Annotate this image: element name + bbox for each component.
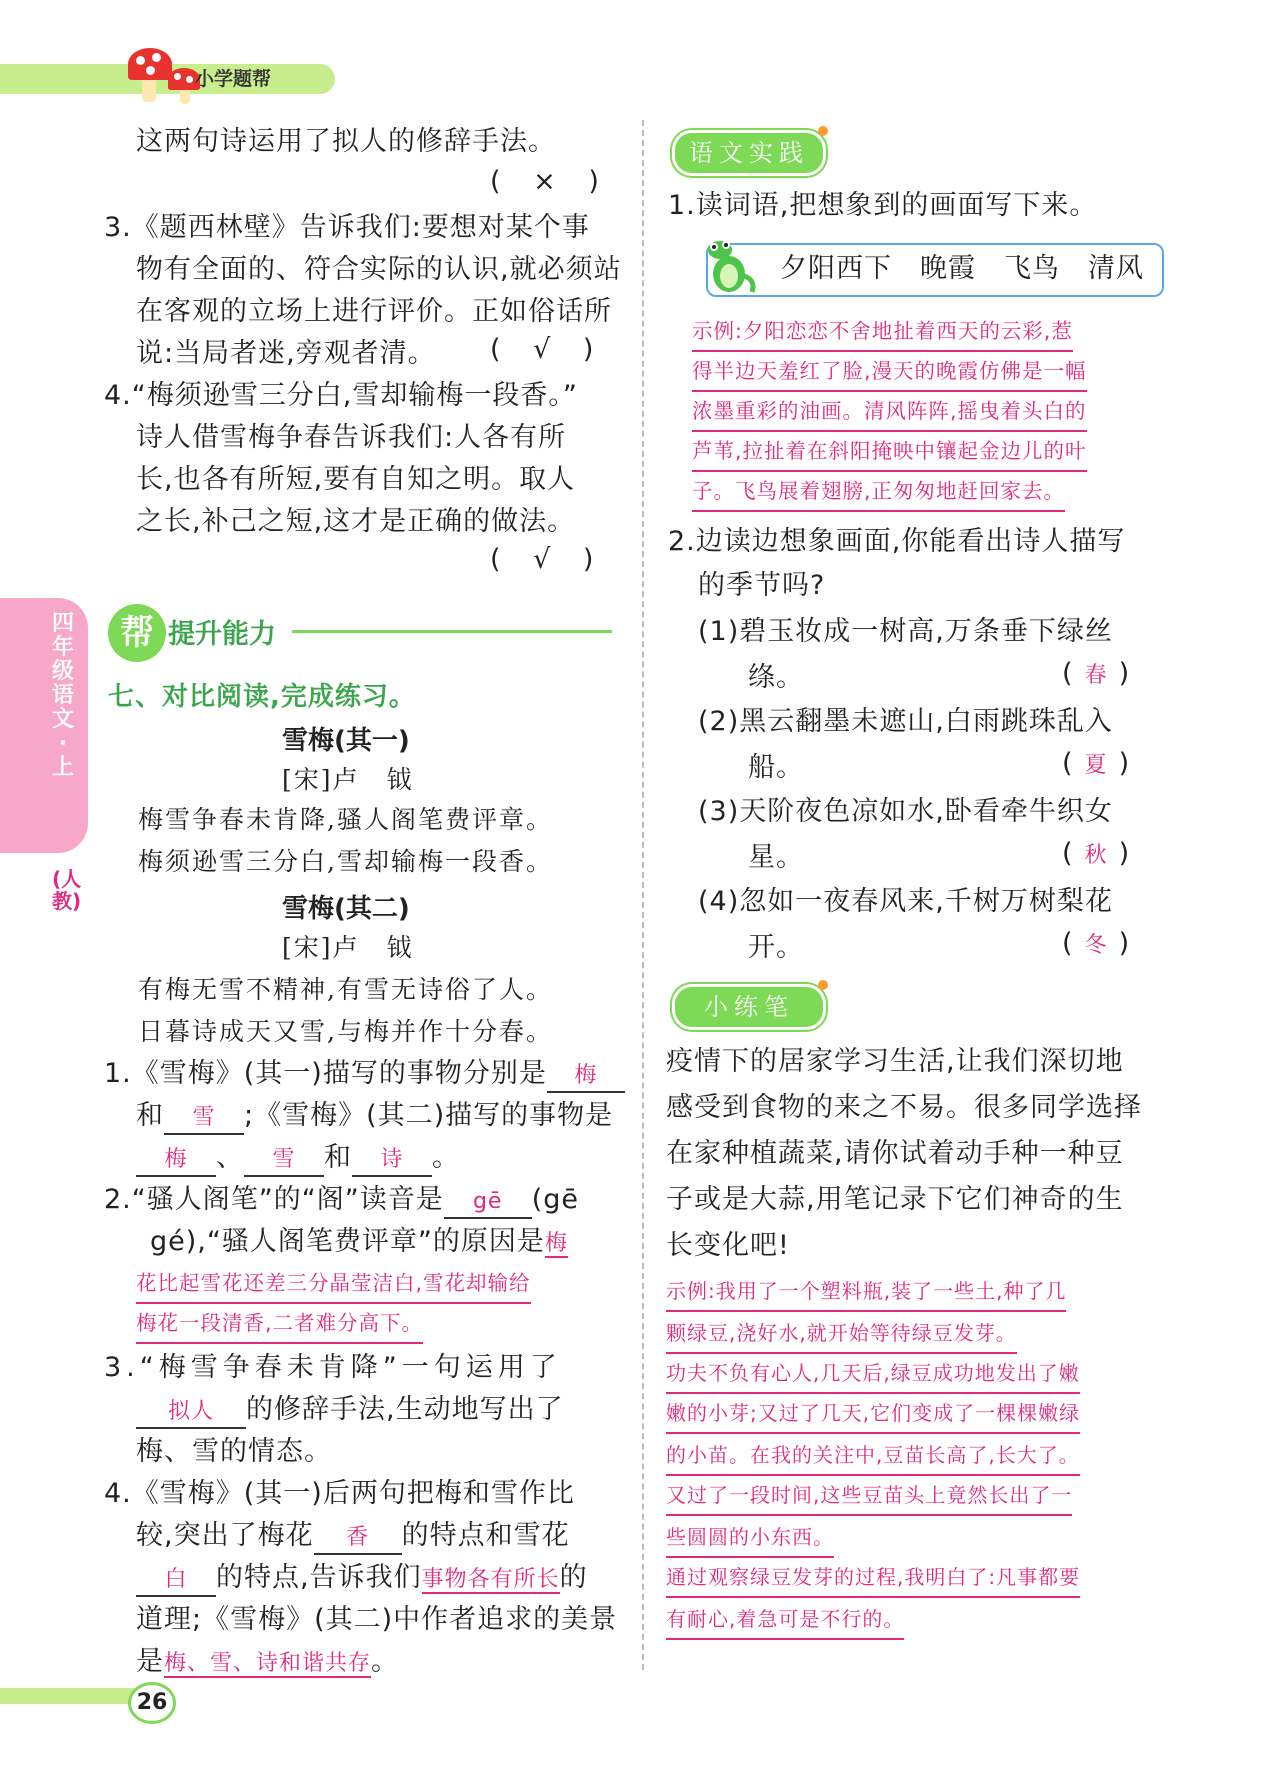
poem2-title: 雪梅(其二): [282, 894, 410, 924]
p3-line: 梅、雪的情态。: [136, 1436, 332, 1467]
season-answer: (春): [1062, 658, 1142, 689]
answer-blank[interactable]: 梅: [547, 1061, 625, 1093]
p4-line: 4.《雪梅》(其一)后两句把梅和雪作比: [104, 1478, 575, 1509]
answer-text: 梅、雪、诗和谐共存: [164, 1651, 372, 1676]
q3-line: 3.《题西林壁》告诉我们:要想对某个事: [104, 212, 590, 243]
answer-blank[interactable]: 诗: [352, 1145, 432, 1177]
poem1-author: [宋]卢 钺: [282, 765, 414, 794]
q3-line: 说:当局者迷,旁观者清。: [136, 338, 436, 369]
r-q2: 的季节吗?: [698, 570, 826, 601]
answer-line: 花比起雪花还差三分晶莹洁白,雪花却输给: [136, 1264, 531, 1304]
bang-icon: 帮: [108, 604, 166, 662]
answer-text: 梅: [544, 1231, 568, 1256]
page-number: 26: [128, 1682, 176, 1724]
prompt-line: 子或是大蒜,用笔记录下它们神奇的生: [666, 1184, 1124, 1215]
answer-blank[interactable]: 雪: [244, 1145, 324, 1177]
season-answer: (冬): [1062, 928, 1142, 959]
answer-line: 颗绿豆,浇好水,就开始等待绿豆发芽。: [666, 1314, 1017, 1354]
answer-blank[interactable]: 拟人: [136, 1397, 246, 1429]
answer-mark: ( √ ): [490, 334, 606, 365]
q3-line: 在客观的立场上进行评价。正如俗话所: [136, 296, 612, 327]
answer-line: 有耐心,着急可是不行的。: [666, 1600, 904, 1640]
p4-line: 白 的特点,告诉我们事物各有所长的: [136, 1558, 588, 1600]
season-line: 船。: [748, 752, 804, 783]
section-rule: [292, 630, 612, 633]
p3-line: 拟人 的修辞手法,生动地写出了: [136, 1390, 564, 1430]
season-line: (4)忽如一夜春风来,千树万树梨花: [698, 886, 1113, 917]
exercise-heading: 七、对比阅读,完成练习。: [108, 682, 416, 712]
section-title: 提升能力: [168, 619, 276, 650]
answer-line: 的小苗。在我的关注中,豆苗长高了,长大了。: [666, 1436, 1080, 1476]
answer-line: 示例:夕阳恋恋不舍地扯着西天的云彩,惹: [692, 312, 1073, 352]
answer-text: 事物各有所长: [421, 1567, 560, 1592]
side-tab-grade: 四年级语文·上: [51, 611, 74, 780]
answer-blank[interactable]: 香: [314, 1523, 402, 1555]
column-divider: [642, 120, 644, 1670]
season-line: (3)天阶夜色凉如水,卧看牵牛织女: [698, 796, 1113, 827]
p1-line: 1.《雪梅》(其一)描写的事物分别是 梅: [104, 1054, 625, 1094]
answer-line: 芦苇,拉扯着在斜阳掩映中镶起金边儿的叶: [692, 432, 1087, 472]
writing-tag: 小练笔: [672, 984, 826, 1030]
answer-line: 梅花一段清香,二者难分高下。: [136, 1304, 423, 1344]
r-q2: 2.边读边想象画面,你能看出诗人描写: [668, 526, 1126, 557]
answer-line: 浓墨重彩的油画。清风阵阵,摇曳着头白的: [692, 392, 1087, 432]
answer-blank[interactable]: 雪: [164, 1103, 244, 1135]
prompt-line: 疫情下的居家学习生活,让我们深切地: [666, 1046, 1124, 1077]
p2-line: 2.“骚人阁笔”的“阁”读音是 gē (gē: [104, 1180, 579, 1220]
season-line: (1)碧玉妆成一树高,万条垂下绿丝: [698, 616, 1113, 647]
answer-line: 示例:我用了一个塑料瓶,装了一些土,种了几: [666, 1272, 1066, 1312]
tag-dot-icon: [818, 980, 828, 990]
q4-line: 长,也各有所短,要有自知之明。取人: [136, 464, 576, 495]
poem2-author: [宋]卢 钺: [282, 933, 414, 962]
p2-line: gé),“骚人阁笔费评章”的原因是梅: [150, 1226, 568, 1257]
prompt-line: 感受到食物的来之不易。很多同学选择: [666, 1092, 1142, 1123]
answer-mark: ( × ): [490, 166, 611, 197]
p4-line: 是梅、雪、诗和谐共存。: [136, 1646, 400, 1677]
answer-line: 得半边天羞红了脸,漫天的晚霞仿佛是一幅: [692, 352, 1087, 392]
poem2-line: 有梅无雪不精神,有雪无诗俗了人。: [138, 975, 553, 1004]
q4-line: 之长,补己之短,这才是正确的做法。: [136, 506, 576, 537]
practice-tag: 语文实践: [672, 130, 826, 176]
tag-dot-icon: [818, 126, 828, 136]
answer-line: 通过观察绿豆发芽的过程,我明白了:凡事都要: [666, 1558, 1080, 1598]
r-q1: 1.读词语,把想象到的画面写下来。: [668, 190, 1098, 221]
season-line: 绦。: [748, 662, 804, 693]
season-line: 星。: [748, 842, 804, 873]
q4-line: 诗人借雪梅争春告诉我们:人各有所: [136, 422, 567, 453]
answer-line: 些圆圆的小东西。: [666, 1518, 834, 1558]
answer-blank[interactable]: 白: [136, 1565, 216, 1597]
season-answer: (秋): [1062, 838, 1142, 869]
p1-line: 梅 、 雪 和 诗 。: [136, 1138, 460, 1178]
season-line: (2)黑云翻墨未遮山,白雨跳珠乱入: [698, 706, 1113, 737]
crocodile-icon: [700, 236, 758, 298]
answer-line: 嫩的小芽;又过了几天,它们变成了一棵棵嫩绿: [666, 1394, 1080, 1434]
answer-line: 子。飞鸟展着翅膀,正匆匆地赶回家去。: [692, 472, 1065, 512]
answer-line: 功夫不负有心人,几天后,绿豆成功地发出了嫩: [666, 1354, 1080, 1394]
answer-line: 又过了一段时间,这些豆苗头上竟然长出了一: [666, 1476, 1072, 1516]
q4-line: 4.“梅须逊雪三分白,雪却输梅一段香。”: [104, 380, 578, 411]
poem1-title: 雪梅(其一): [282, 726, 410, 756]
prompt-line: 长变化吧!: [666, 1230, 790, 1261]
side-tab-edition: (人教): [52, 867, 82, 913]
p4-line: 较,突出了梅花 香 的特点和雪花: [136, 1516, 570, 1556]
p1-line: 和 雪 ;《雪梅》(其二)描写的事物是: [136, 1096, 613, 1136]
poem1-line: 梅雪争春未肯降,骚人阁笔费评章。: [138, 805, 553, 834]
season-line: 开。: [748, 932, 804, 963]
season-answer: (夏): [1062, 748, 1142, 779]
answer-mark: ( √ ): [490, 544, 606, 575]
word-list: 夕阳西下 晚霞 飞鸟 清风: [780, 253, 1144, 284]
left-line-1: 这两句诗运用了拟人的修辞手法。: [136, 126, 556, 157]
header-title: 小学题帮: [195, 68, 272, 90]
answer-blank[interactable]: 梅: [136, 1145, 216, 1177]
q3-line: 物有全面的、符合实际的认识,就必须站: [136, 254, 622, 285]
answer-blank[interactable]: gē: [444, 1187, 532, 1219]
p3-line: 3.“梅雪争春未肯降”一句运用了: [104, 1352, 562, 1383]
poem1-line: 梅须逊雪三分白,雪却输梅一段香。: [138, 847, 553, 876]
p4-line: 道理;《雪梅》(其二)中作者追求的美景: [136, 1604, 618, 1635]
footer-bar: [0, 1688, 140, 1704]
prompt-line: 在家种植蔬菜,请你试着动手种一种豆: [666, 1138, 1124, 1169]
poem2-line: 日暮诗成天又雪,与梅并作十分春。: [138, 1017, 553, 1046]
